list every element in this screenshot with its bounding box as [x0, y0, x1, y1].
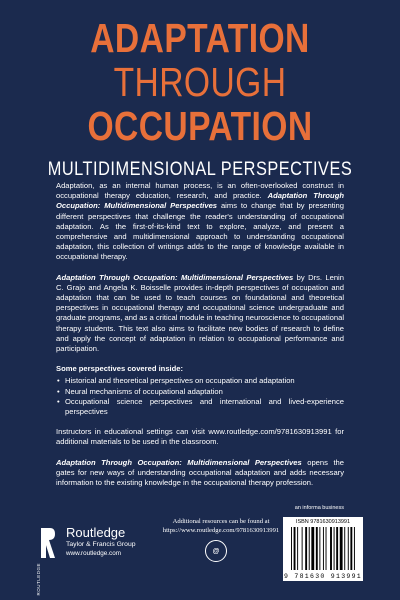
authors-text: by Drs. Lenin C. Grajo and Angela K. Boisselle provides in-depth perspectives of occupation and adaptation that can be used to teach courses on foundational and theoretical perspectives in occupational therapy and occupational science undergraduate and graduate programs, and as a critical module in teaching neuroscience to occupational therapy students. This text also aims to facilitate new bodies of research to define and apply the concept of adaptation in relation to occupational performance and participation.: [56, 272, 344, 354]
routledge-vertical-text: ROUTLEDGE: [36, 563, 41, 596]
routledge-logo-icon: [40, 527, 56, 559]
paragraph-instructors: Instructors in educational settings can visit www.routledge.com/9781630913991 for additional materials to be used in the classroom.: [56, 427, 344, 447]
closing-text: opens the gates for new ways of understanding occupational adaptation and adds necessary information to the existing knowledge in the occupational therapy profession.: [56, 457, 344, 488]
list-item: • Occupational science perspectives and international and lived-experience perspectives: [65, 397, 344, 417]
cover-footer: [0, 505, 400, 600]
book-title-inline: Adaptation Through Occupation: Multidimensional Perspectives: [56, 272, 294, 282]
subtitle: MULTIDIMENSIONAL PERSPECTIVES: [47, 159, 353, 180]
paragraph-intro: [56, 181, 344, 263]
book-title-inline: Adaptation Through Occupation: Multidimensional Perspectives: [56, 457, 302, 467]
title-line-2: THROUGH: [113, 59, 287, 105]
informa-tagline: an informa business: [294, 505, 344, 511]
resources-line-1: Additional resources can be found at: [172, 518, 270, 525]
barcode-bars-icon: [291, 527, 357, 570]
companion-website-badge-icon: @: [205, 540, 227, 562]
publisher-block: [66, 526, 136, 558]
list-item: • Historical and theoretical perspectives on occupation and adaptation: [65, 376, 344, 386]
publisher-name: Routledge: [66, 525, 126, 540]
isbn-label: ISBN 978163091399​1: [295, 519, 351, 525]
list-item: • Neural mechanisms of occupational adaptation: [65, 387, 344, 397]
paragraph-authors: [56, 273, 344, 355]
paragraph-closing: [56, 458, 344, 489]
title-line-3: OCCUPATION: [87, 103, 313, 149]
intro-text-cont: aims to change that by presenting different perspectives that challenge the reader's understanding of occupational adaptation. As the first-of-its-kind text to explore, analyze, and present a comprehensive and multidimensional approach to understanding occupational adaptation, this collection of writings adds to the range of knowledge available in occupational therapy.: [56, 201, 344, 262]
perspectives-list: [56, 376, 344, 417]
intro-text: Adaptation, as an internal human process, is an often-overlooked construct in occupational therapy education, research, and practice.: [56, 181, 344, 201]
isbn-barcode: [283, 517, 363, 581]
isbn-digits: 9 781630 913991: [283, 573, 362, 580]
title-line-1: ADAPTATION: [90, 15, 310, 61]
additional-resources: [162, 518, 280, 535]
resources-url: https://www.routledge.com/9781630913991: [162, 526, 280, 534]
back-cover-description: [56, 181, 344, 498]
publisher-group: Taylor & Francis Group: [66, 541, 136, 548]
list-heading: Some perspectives covered inside:: [56, 364, 184, 374]
title-block: [0, 0, 400, 181]
publisher-url: www.routledge.com: [66, 550, 121, 557]
book-title-inline: Adaptation Through Occupation: Multidimensional Perspectives: [56, 191, 344, 211]
